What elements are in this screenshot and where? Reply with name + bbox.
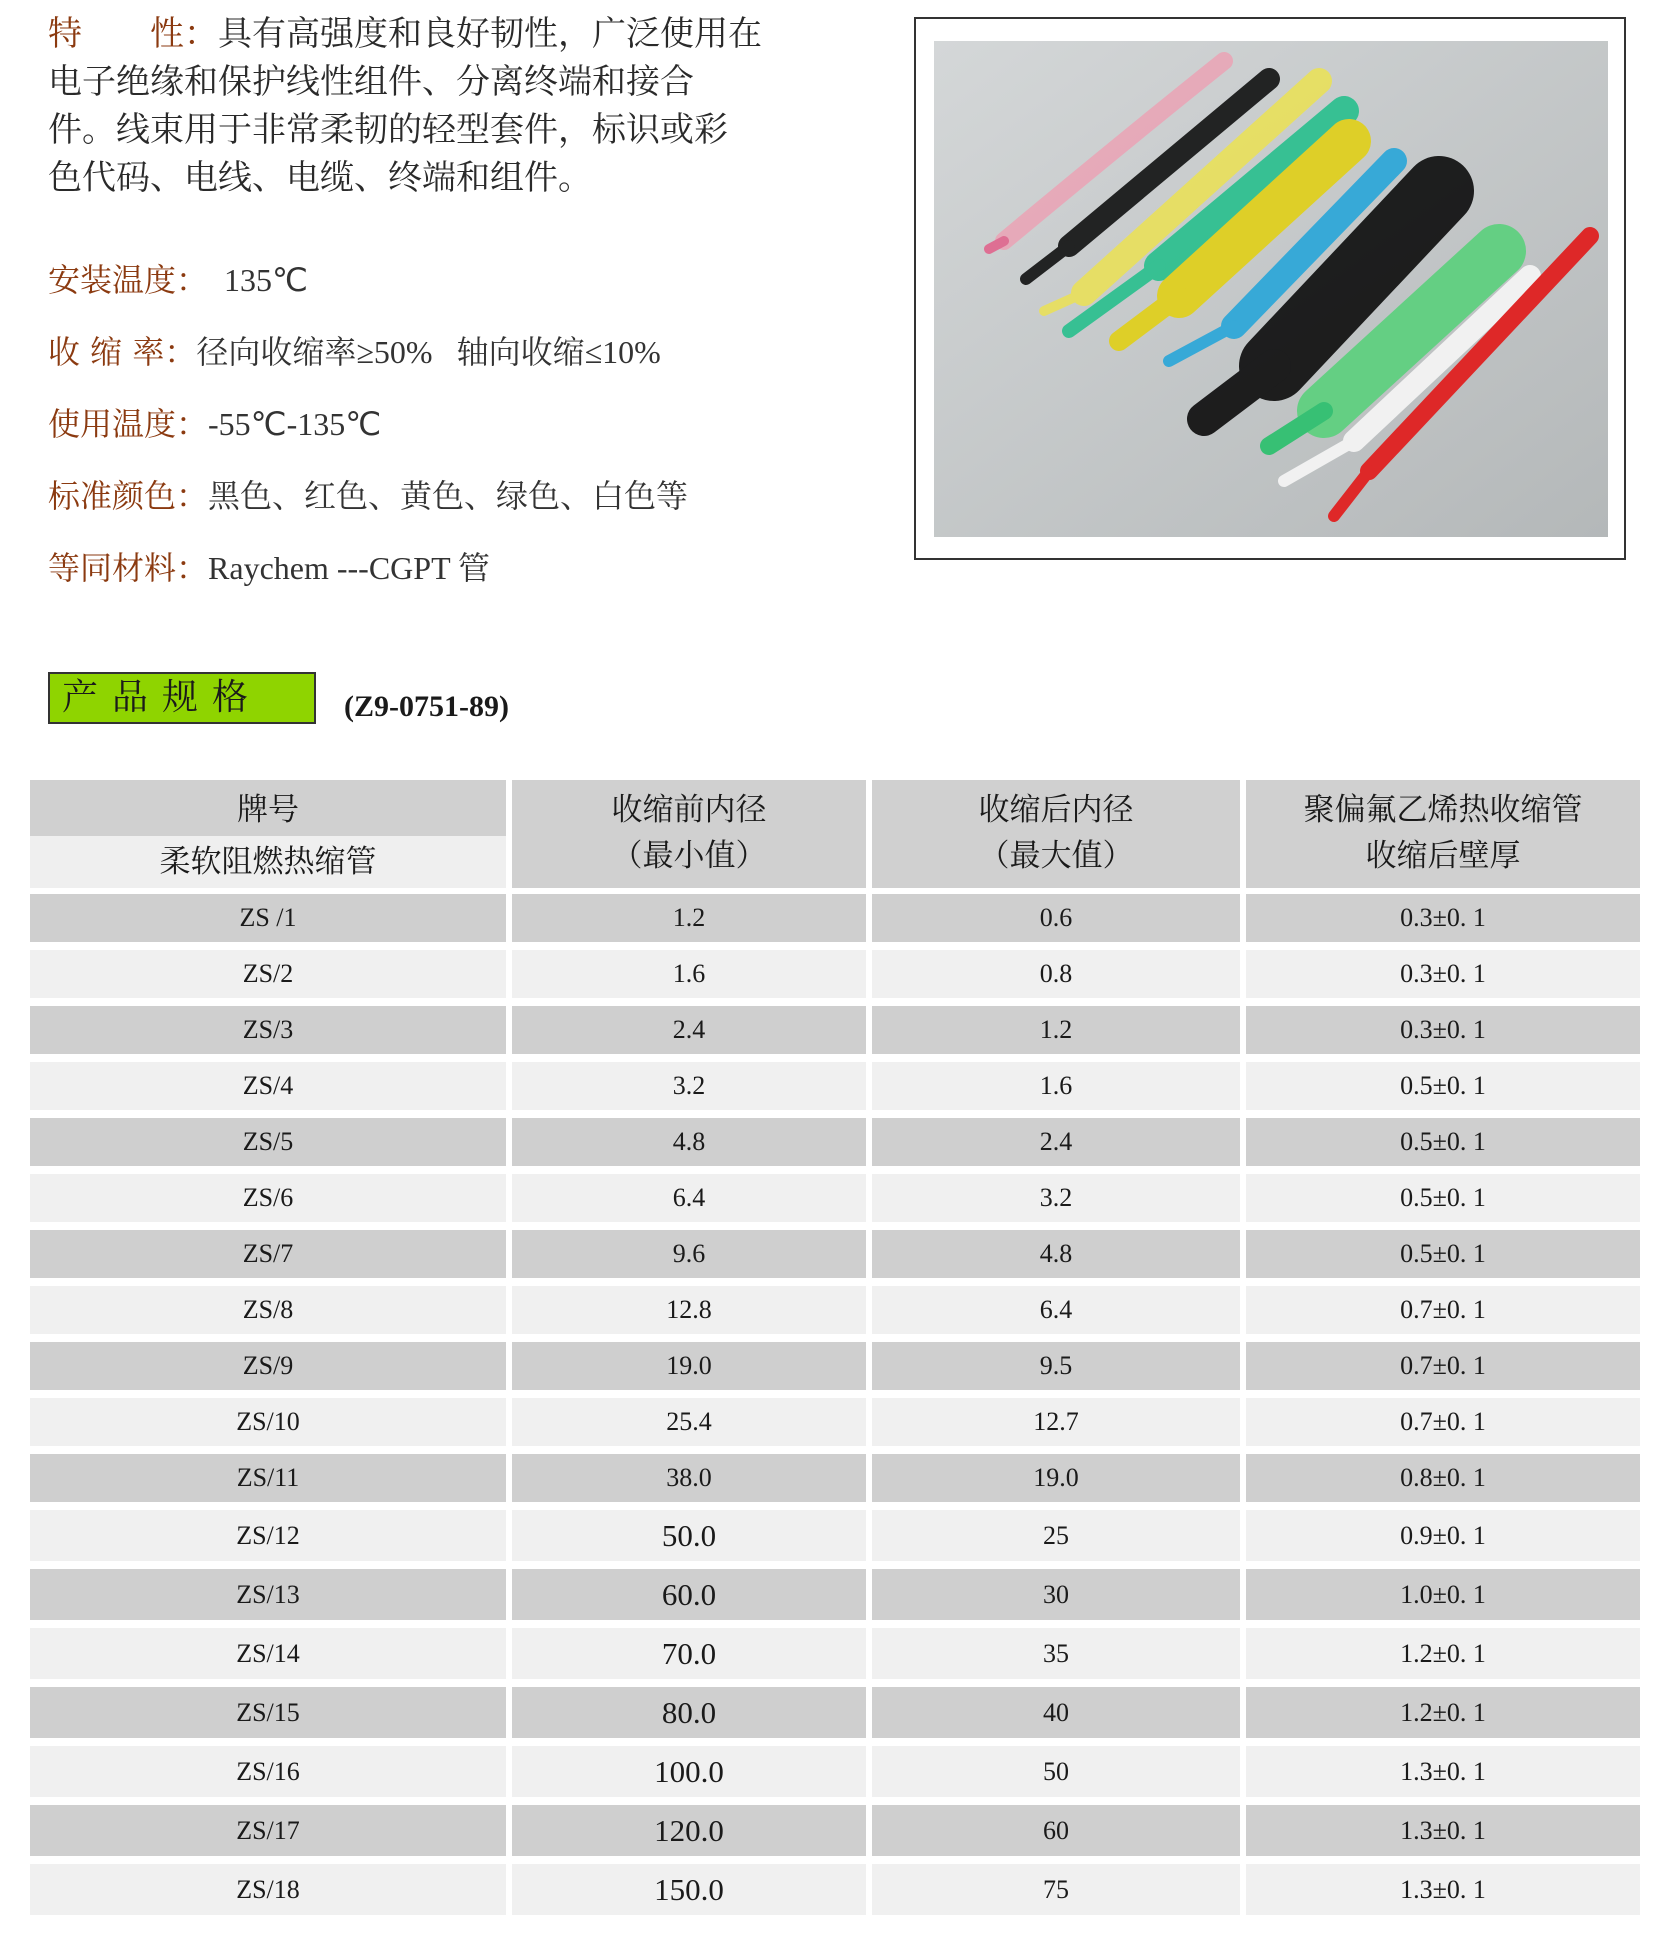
cell-id-before: 6.4 <box>512 1174 866 1222</box>
cell-grade: ZS/12 <box>30 1510 506 1561</box>
feature-label: 特 性： <box>48 14 218 54</box>
header-id-before-line2: （最小值） <box>611 838 767 874</box>
table-row <box>30 1170 1640 1226</box>
cell-wall-thickness: 1.2±0. 1 <box>1246 1628 1640 1679</box>
cell-id-after: 19.0 <box>872 1454 1240 1502</box>
table-body <box>30 890 1640 1919</box>
cell-wall-thickness: 1.3±0. 1 <box>1246 1746 1640 1797</box>
cell-id-before: 12.8 <box>512 1286 866 1334</box>
cell-id-before: 70.0 <box>512 1628 866 1679</box>
cell-id-after: 60 <box>872 1805 1240 1856</box>
table-row <box>30 890 1640 946</box>
header-wall-thickness <box>1246 780 1640 888</box>
cell-wall-thickness: 0.5±0. 1 <box>1246 1062 1640 1110</box>
cell-id-before: 19.0 <box>512 1342 866 1390</box>
table-row <box>30 1742 1640 1801</box>
cell-id-before: 9.6 <box>512 1230 866 1278</box>
property-operating-temp <box>48 394 868 466</box>
cell-wall-thickness: 0.5±0. 1 <box>1246 1230 1640 1278</box>
feature-line-3: 件。线束用于非常柔韧的轻型套件，标识或彩 <box>48 110 728 150</box>
cell-grade: ZS/15 <box>30 1687 506 1738</box>
property-label: 标准颜色： <box>48 477 209 515</box>
cell-wall-thickness: 0.3±0. 1 <box>1246 1006 1640 1054</box>
property-value: -55℃-135℃ <box>208 406 382 442</box>
cell-wall-thickness: 1.0±0. 1 <box>1246 1569 1640 1620</box>
cell-id-before: 1.2 <box>512 894 866 942</box>
table-row <box>30 1394 1640 1450</box>
cell-id-after: 30 <box>872 1569 1240 1620</box>
table-row <box>30 1226 1640 1282</box>
property-label: 安装温度： <box>48 261 209 299</box>
feature-text-1: 具有高强度和良好韧性，广泛使用在 <box>218 14 762 54</box>
cell-grade: ZS/4 <box>30 1062 506 1110</box>
cell-grade: ZS/9 <box>30 1342 506 1390</box>
header-wall-line2: 收缩后壁厚 <box>1365 838 1521 874</box>
cell-id-after: 40 <box>872 1687 1240 1738</box>
cell-grade: ZS/6 <box>30 1174 506 1222</box>
cell-grade: ZS/11 <box>30 1454 506 1502</box>
cell-id-after: 1.2 <box>872 1006 1240 1054</box>
cell-id-after: 12.7 <box>872 1398 1240 1446</box>
cell-id-after: 0.6 <box>872 894 1240 942</box>
cell-id-after: 75 <box>872 1864 1240 1915</box>
feature-line-4: 色代码、电线、电缆、终端和组件。 <box>48 158 592 198</box>
cell-id-after: 2.4 <box>872 1118 1240 1166</box>
property-value: 135℃ <box>208 262 308 298</box>
feature-line-1 <box>48 10 828 58</box>
cell-grade: ZS/13 <box>30 1569 506 1620</box>
cell-id-before: 150.0 <box>512 1864 866 1915</box>
table-row <box>30 1338 1640 1394</box>
cell-grade: ZS/14 <box>30 1628 506 1679</box>
cell-id-after: 3.2 <box>872 1174 1240 1222</box>
cell-wall-thickness: 1.3±0. 1 <box>1246 1864 1640 1915</box>
cell-id-before: 2.4 <box>512 1006 866 1054</box>
property-list <box>48 250 868 610</box>
cell-grade: ZS/18 <box>30 1864 506 1915</box>
table-row <box>30 1506 1640 1565</box>
cell-wall-thickness: 1.2±0. 1 <box>1246 1687 1640 1738</box>
cell-grade: ZS/10 <box>30 1398 506 1446</box>
cell-grade: ZS/2 <box>30 950 506 998</box>
cell-id-before: 4.8 <box>512 1118 866 1166</box>
cell-id-before: 25.4 <box>512 1398 866 1446</box>
header-id-after-line2: （最大值） <box>978 838 1134 874</box>
cell-grade: ZS/3 <box>30 1006 506 1054</box>
cell-id-after: 4.8 <box>872 1230 1240 1278</box>
header-grade-line1: 牌号 <box>237 792 299 828</box>
property-equivalent-material <box>48 538 868 610</box>
cell-id-before: 1.6 <box>512 950 866 998</box>
cell-wall-thickness: 0.5±0. 1 <box>1246 1118 1640 1166</box>
header-id-after <box>872 780 1240 888</box>
cell-wall-thickness: 0.7±0. 1 <box>1246 1286 1640 1334</box>
property-install-temp <box>48 250 868 322</box>
table-row <box>30 1282 1640 1338</box>
cell-id-before: 100.0 <box>512 1746 866 1797</box>
property-value: 黑色、红色、黄色、绿色、白色等 <box>208 478 689 514</box>
cell-wall-thickness: 0.3±0. 1 <box>1246 950 1640 998</box>
table-header <box>30 780 1640 890</box>
table-row <box>30 1450 1640 1506</box>
table-row <box>30 946 1640 1002</box>
cell-grade: ZS/5 <box>30 1118 506 1166</box>
table-row <box>30 1624 1640 1683</box>
cell-grade: ZS /1 <box>30 894 506 942</box>
cell-grade: ZS/17 <box>30 1805 506 1856</box>
cell-grade: ZS/8 <box>30 1286 506 1334</box>
property-label: 收 缩 率： <box>48 333 197 371</box>
cell-id-after: 0.8 <box>872 950 1240 998</box>
cell-id-after: 6.4 <box>872 1286 1240 1334</box>
table-row <box>30 1058 1640 1114</box>
spec-standard-code: (Z9-0751-89) <box>344 690 509 723</box>
header-grade-line2: 柔软阻燃热缩管 <box>30 836 506 888</box>
header-id-after-line1: 收缩后内径 <box>978 792 1134 828</box>
table-row <box>30 1565 1640 1624</box>
table-row <box>30 1860 1640 1919</box>
cell-wall-thickness: 1.3±0. 1 <box>1246 1805 1640 1856</box>
header-id-before-line1: 收缩前内径 <box>611 792 767 828</box>
cell-id-after: 1.6 <box>872 1062 1240 1110</box>
cell-wall-thickness: 0.3±0. 1 <box>1246 894 1640 942</box>
heat-shrink-tubes-photo <box>934 41 1608 537</box>
feature-line-2: 电子绝缘和保护线性组件、分离终端和接合 <box>48 62 694 102</box>
cell-wall-thickness: 0.9±0. 1 <box>1246 1510 1640 1561</box>
table-row <box>30 1114 1640 1170</box>
header-wall-line1: 聚偏氟乙烯热收缩管 <box>1303 792 1583 828</box>
cell-id-after: 9.5 <box>872 1342 1240 1390</box>
property-shrink-ratio <box>48 322 868 394</box>
cell-wall-thickness: 0.5±0. 1 <box>1246 1174 1640 1222</box>
cell-wall-thickness: 0.7±0. 1 <box>1246 1398 1640 1446</box>
cell-id-after: 25 <box>872 1510 1240 1561</box>
spec-table <box>30 780 1640 1919</box>
property-label: 等同材料： <box>48 549 209 587</box>
cell-id-before: 38.0 <box>512 1454 866 1502</box>
cell-id-before: 50.0 <box>512 1510 866 1561</box>
property-standard-colors <box>48 466 868 538</box>
cell-wall-thickness: 0.8±0. 1 <box>1246 1454 1640 1502</box>
header-grade <box>30 780 506 888</box>
product-photo-frame <box>914 17 1626 560</box>
cell-wall-thickness: 0.7±0. 1 <box>1246 1342 1640 1390</box>
property-value: Raychem ---CGPT 管 <box>208 550 491 586</box>
cell-id-after: 50 <box>872 1746 1240 1797</box>
table-row <box>30 1801 1640 1860</box>
property-label: 使用温度： <box>48 405 209 443</box>
table-row <box>30 1683 1640 1742</box>
cell-id-after: 35 <box>872 1628 1240 1679</box>
spec-section-title: 产品规格 <box>48 672 316 724</box>
cell-grade: ZS/7 <box>30 1230 506 1278</box>
property-value: 径向收缩率≥50% 轴向收缩≤10% <box>196 334 661 370</box>
feature-description <box>48 10 828 202</box>
cell-id-before: 80.0 <box>512 1687 866 1738</box>
header-id-before <box>512 780 866 888</box>
table-row <box>30 1002 1640 1058</box>
cell-id-before: 60.0 <box>512 1569 866 1620</box>
cell-grade: ZS/16 <box>30 1746 506 1797</box>
cell-id-before: 3.2 <box>512 1062 866 1110</box>
cell-id-before: 120.0 <box>512 1805 866 1856</box>
